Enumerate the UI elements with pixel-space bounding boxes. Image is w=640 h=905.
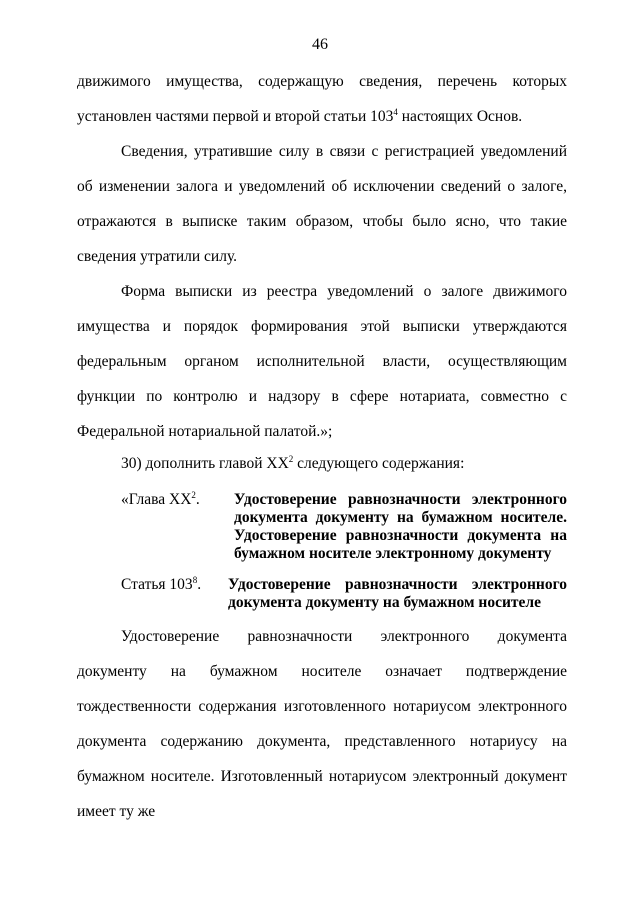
paragraph-4-tail: следующего содержания: (293, 455, 465, 472)
article-label-superscript: 8 (192, 575, 198, 585)
chapter-label (121, 491, 234, 563)
chapter-label-tail: . (195, 491, 200, 508)
article-heading (121, 576, 567, 612)
paragraph-2: Сведения, утратившие силу в связи с регистрацией уведомлений об изменении залога и уведомлений об исключении сведений о залоге, отражаются в выписке таким образом, чтобы было ясно, что такие сведения утратили силу. (77, 143, 567, 265)
page-number: 46 (312, 36, 328, 53)
paragraph-1-tail: настоящих Основ. (397, 108, 523, 125)
paragraph-3: Форма выписки из реестра уведомлений о залоге движимого имущества и порядок формирования этой выписки утверждаются федеральным органом исполнительной власти, осуществляющим функции по контролю и надзору в сфере нотариата, совместно с Федеральной нотариальной палатой.»; (77, 283, 567, 440)
chapter-title: Удостоверение равнозначности электронного документа документу на бумажном носителе. Удостоверение равнозначности документа на бумажном носителе электронному документу (234, 491, 567, 562)
chapter-label-superscript: 2 (191, 490, 196, 500)
paragraph-4-text: 30) дополнить главой XX (121, 455, 289, 472)
article-label-text: Статья 103 (121, 576, 193, 593)
article-label (121, 576, 228, 612)
paragraph-4-superscript: 2 (288, 454, 294, 464)
paragraph-1 (77, 64, 567, 134)
paragraph-5: Удостоверение равнозначности электронного документа документу на бумажном носителе означает подтверждение тождественности содержания изготовленного нотариусом электронного документа содержанию документа, представленного нотариусу на бумажном носителе. Изготовленный нотариусом электронный документ имеет ту же (77, 628, 567, 820)
paragraph-1-superscript: 4 (393, 107, 398, 117)
chapter-heading (121, 491, 567, 563)
paragraph-4 (77, 446, 567, 481)
paragraph-1-text: движимого имущества, содержащую сведения, перечень которых установлен частями первой и второй статьи 103 (77, 73, 567, 125)
article-title: Удостоверение равнозначности электронного документа документу на бумажном носителе (228, 576, 567, 611)
article-label-tail: . (197, 576, 202, 593)
chapter-label-text: «Глава XX (121, 491, 192, 508)
